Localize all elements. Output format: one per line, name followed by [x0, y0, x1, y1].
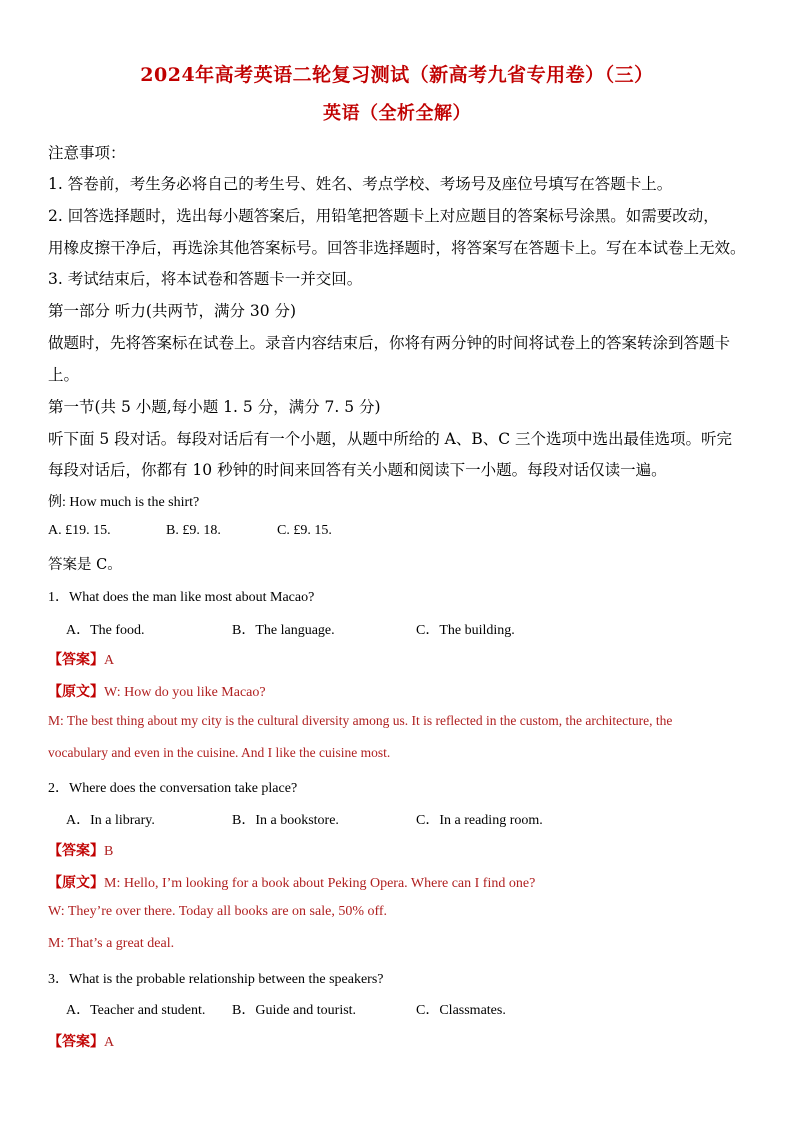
- question-2-transcript-line-2: W: They’re over there. Today all books are on sale, 50% off.: [48, 904, 388, 919]
- question-1-transcript-line-1: [48, 681, 266, 701]
- transcript-tag: 【原文】: [48, 684, 104, 700]
- question-3-option-a: A．Teacher and student.: [66, 1003, 206, 1018]
- question-2-transcript-line-1: [48, 872, 535, 892]
- section1-instruction-line-1: 听下面 5 段对话。每段对话后有一个小题，从题中所给的 A、B、C 三个选项中选出最佳选项。听完: [48, 430, 733, 448]
- question-1-transcript-line-3: vocabulary and even in the cuisine. And I like the cuisine most.: [48, 745, 391, 760]
- page-subtitle: 英语（全析全解）: [323, 103, 471, 124]
- example-option-a: A. £19. 15.: [48, 523, 111, 538]
- question-2-answer: [48, 840, 113, 860]
- transcript-tag: 【原文】: [48, 875, 104, 891]
- question-2-option-b: B．In a bookstore.: [232, 813, 339, 828]
- notes-item-2-line-2: 用橡皮擦干净后，再选涂其他答案标号。回答非选择题时，将答案写在答题卡上。写在本试卷上无效。: [48, 239, 746, 257]
- question-2-transcript-line-3: M: That’s a great deal.: [48, 936, 175, 951]
- section1-heading: 第一节(共 5 小题,每小题 1. 5 分，满分 7. 5 分): [48, 398, 381, 416]
- question-3-option-c: C．Classmates.: [416, 1003, 506, 1018]
- notes-heading: 注意事项：: [48, 144, 126, 162]
- notes-item-1: 1. 答卷前，考生务必将自己的考生号、姓名、考点学校、考场号及座位号填写在答题卡上。: [48, 175, 673, 193]
- example-answer: 答案是 C。: [48, 557, 122, 573]
- example-option-b: B. £9. 18.: [166, 523, 221, 538]
- page-title: 2024年高考英语二轮复习测试（新高考九省专用卷）（三）: [140, 64, 654, 86]
- notes-item-3: 3. 考试结束后，将本试卷和答题卡一并交回。: [48, 270, 363, 288]
- answer-value: A: [104, 1035, 115, 1050]
- answer-value: B: [104, 844, 114, 859]
- transcript-text: W: How do you like Macao?: [104, 685, 266, 700]
- question-1-answer: [48, 649, 114, 669]
- example-option-c: C. £9. 15.: [277, 523, 332, 538]
- example-question: 例: How much is the shirt?: [48, 495, 200, 510]
- question-2-option-a: A．In a library.: [66, 813, 155, 828]
- question-1-transcript-line-2: M: The best thing about my city is the cultural diversity among us. It is reflected in the custom, the architecture, the: [48, 713, 673, 728]
- answer-value: A: [104, 653, 115, 668]
- part1-heading: 第一部分 听力(共两节，满分 30 分): [48, 302, 297, 320]
- answer-tag: 【答案】: [48, 843, 104, 859]
- question-3-answer: [48, 1031, 114, 1051]
- question-1-stem: 1．What does the man like most about Macao?: [48, 590, 315, 605]
- question-2-stem: 2．Where does the conversation take place?: [48, 781, 298, 796]
- answer-tag: 【答案】: [48, 1034, 104, 1050]
- part1-instruction-line-2: 上。: [48, 366, 80, 384]
- notes-item-2-line-1: 2. 回答选择题时，选出每小题答案后，用铅笔把答题卡上对应题目的答案标号涂黑。如需要改动，: [48, 207, 719, 225]
- question-1-option-c: C．The building.: [416, 623, 515, 638]
- part1-instruction-line-1: 做题时，先将答案标在试卷上。录音内容结束后，你将有两分钟的时间将试卷上的答案转涂到答题卡: [48, 334, 731, 352]
- section1-instruction-line-2: 每段对话后，你都有 10 秒钟的时间来回答有关小题和阅读下一小题。每段对话仅读一遍。: [48, 461, 667, 479]
- question-2-option-c: C．In a reading room.: [416, 813, 543, 828]
- answer-tag: 【答案】: [48, 652, 104, 668]
- question-3-stem: 3．What is the probable relationship between the speakers?: [48, 972, 384, 987]
- transcript-text: M: Hello, I’m looking for a book about Peking Opera. Where can I find one?: [104, 876, 536, 891]
- question-3-option-b: B．Guide and tourist.: [232, 1003, 357, 1018]
- question-1-option-a: A．The food.: [66, 623, 145, 638]
- question-1-option-b: B．The language.: [232, 623, 335, 638]
